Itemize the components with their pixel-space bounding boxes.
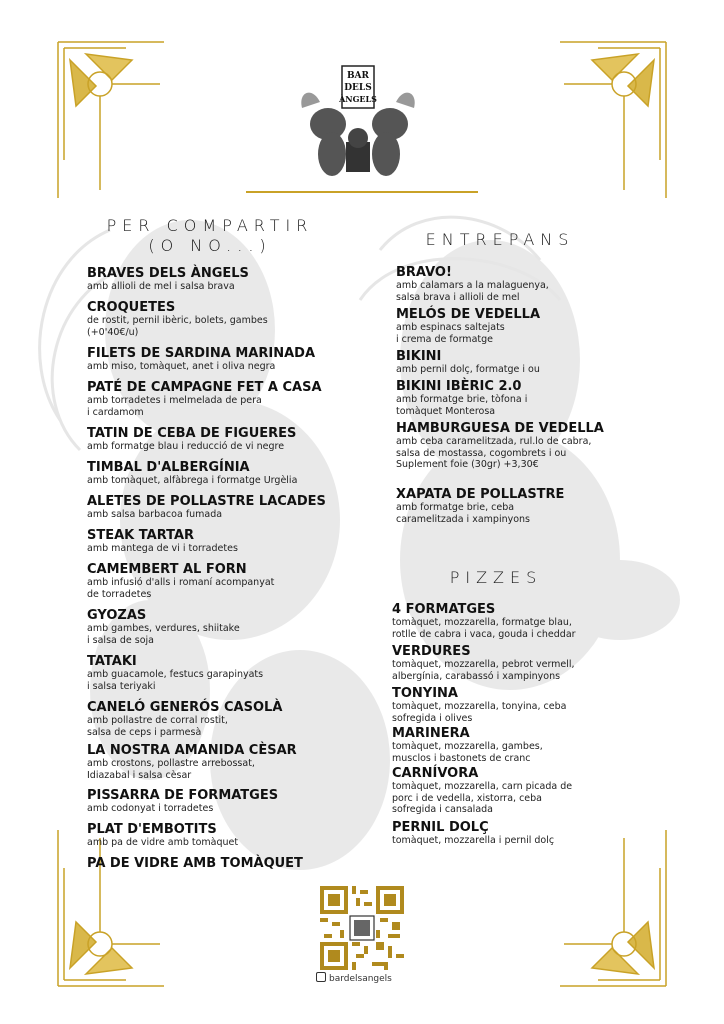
menu-item-description: i salsa teriyaki — [87, 680, 156, 692]
menu-item — [87, 426, 296, 453]
menu-item-name: PLAT D'EMBOTITS — [87, 822, 217, 837]
menu-item-name: TIMBAL D'ALBERGÍNIA — [87, 460, 250, 475]
menu-item-description: salsa de ceps i parmesà — [87, 726, 202, 738]
menu-item-name: TONYINA — [392, 686, 458, 701]
menu-item — [392, 686, 566, 724]
menu-item-name: HAMBURGUESA DE VEDELLA — [396, 421, 604, 436]
menu-item-description: amb torradetes i melmelada de pera — [87, 395, 262, 406]
menu-item-description: tomàquet, mozzarella, gambes, — [392, 741, 543, 752]
menu-item — [392, 644, 575, 682]
menu-item — [87, 608, 240, 646]
menu-item — [87, 266, 249, 293]
menu-item-name: XAPATA DE POLLASTRE — [396, 487, 565, 502]
instagram-icon — [316, 972, 326, 982]
menu-item-name: VERDURES — [392, 644, 471, 659]
menu-item — [87, 700, 282, 738]
menu-item-description: tomàquet, mozzarella, pebrot vermell, — [392, 659, 575, 670]
menu-item-name: PERNIL DOLÇ — [392, 820, 489, 835]
menu-item-description: sofregida i olives — [392, 712, 473, 724]
instagram-handle[interactable] — [316, 972, 416, 984]
menu-item-name: LA NOSTRA AMANIDA CÈSAR — [87, 743, 297, 758]
menu-item-description: amb guacamole, festucs garapinyats — [87, 669, 264, 680]
menu-item — [87, 654, 263, 692]
menu-item-description: amb codonyat i torradetes — [87, 803, 214, 814]
menu-item-description: (+0'40€/u) — [87, 326, 139, 338]
menu-item-name: CROQUETES — [87, 300, 176, 315]
section-title-entrepans: ENTREPANS — [425, 230, 575, 249]
menu-item-description: i salsa de soja — [87, 634, 154, 646]
section-title-line2: (O NO...) — [148, 236, 272, 255]
menu-item-description: amb tomàquet, alfàbrega i formatge Urgèlia — [87, 475, 298, 486]
menu-item-description: amb calamars a la malaguenya, — [396, 280, 549, 291]
menu-item-description: i cardamom — [87, 406, 144, 418]
menu-item-description: amb infusió d'alls i romaní acompanyat — [87, 577, 275, 588]
menu-item — [87, 300, 268, 338]
svg-text:ÀNGELS: ÀNGELS — [339, 94, 377, 104]
menu-item-name: GYOZAS — [87, 608, 147, 623]
menu-item-description: albergínia, carabassó i xampinyons — [392, 670, 561, 682]
menu-item-description: sofregida i cansalada — [392, 804, 493, 815]
menu-item-description: de rostit, pernil ibèric, bolets, gambes — [87, 315, 268, 326]
menu-item-description: amb formatge brie, tòfona i — [396, 394, 528, 405]
menu-item-name: CANELÓ GENERÓS CASOLÀ — [87, 700, 283, 715]
menu-item-name: CARNÍVORA — [392, 766, 479, 781]
menu-item-description: amb ceba caramelitzada, rul.lo de cabra, — [396, 436, 592, 447]
menu-item — [87, 822, 238, 849]
menu-item-description: salsa brava i allioli de mel — [396, 291, 520, 303]
instagram-handle-text: bardelsangels — [329, 974, 392, 984]
menu-item-description: amb mantega de vi i torradetes — [87, 543, 238, 554]
menu-item-name: MELÓS DE VEDELLA — [396, 307, 541, 322]
menu-item-description: Suplement foie (30gr) +3,30€ — [396, 459, 539, 470]
menu-item-description: de torradetes — [87, 588, 152, 600]
menu-item-description: rotlle de cabra i vaca, gouda i cheddar — [392, 628, 576, 640]
menu-item-description: amb formatge blau i reducció de vi negre — [87, 441, 285, 452]
menu-item — [87, 743, 297, 781]
section-title-compartir — [90, 216, 330, 256]
menu-item-description: i crema de formatge — [396, 333, 493, 345]
menu-item — [392, 766, 572, 816]
menu-item-description: tomàquet, mozzarella, formatge blau, — [392, 617, 572, 628]
section-title-pizzes: PIZZES — [449, 568, 543, 587]
menu-item-description: tomàquet, mozzarella i pernil dolç — [392, 835, 555, 846]
menu-item-description: porc i de vedella, xistorra, ceba — [392, 792, 542, 804]
menu-item-description: amb crostons, pollastre arrebossat, — [87, 758, 255, 769]
menu-item-name: TATIN DE CEBA DE FIGUERES — [87, 426, 297, 441]
menu-item-name: BRAVES DELS ÀNGELS — [87, 266, 249, 281]
menu-item — [87, 460, 297, 487]
menu-item-name: BIKINI IBÈRIC 2.0 — [396, 379, 522, 394]
menu-item — [87, 856, 303, 871]
menu-item-name: TATAKI — [87, 654, 137, 669]
menu-item-description: musclos i bastonets de cranc — [392, 752, 531, 764]
menu-item-description: amb espinacs saltejats — [396, 322, 505, 333]
menu-item-name: CAMEMBERT AL FORN — [87, 562, 247, 577]
menu-item — [392, 820, 554, 847]
menu-item-name: PISSARRA DE FORMATGES — [87, 788, 279, 803]
ornament-top-left — [56, 40, 166, 200]
menu-item-name: ALETES DE POLLASTRE LACADES — [87, 494, 326, 509]
menu-item — [396, 421, 604, 471]
menu-item-description: tomàquet, mozzarella, tonyina, ceba — [392, 701, 567, 712]
menu-item — [87, 562, 274, 600]
menu-item — [392, 602, 576, 640]
menu-item-name: PA DE VIDRE AMB TOMÀQUET — [87, 856, 303, 871]
menu-item-description: amb pollastre de corral rostit, — [87, 715, 228, 726]
menu-item-description: tomàquet Monterosa — [396, 405, 496, 417]
menu-item-name: FILETS DE SARDINA MARINADA — [87, 346, 316, 361]
menu-item-description: Idiazabal i salsa cèsar — [87, 769, 192, 781]
bar-logo — [298, 62, 418, 192]
menu-item-description: amb salsa barbacoa fumada — [87, 509, 223, 520]
logo-divider — [246, 190, 478, 194]
svg-text:BAR: BAR — [346, 71, 370, 81]
menu-item-description: amb miso, tomàquet, anet i oliva negra — [87, 361, 276, 372]
ornament-bottom-left — [56, 828, 166, 988]
menu-item-name: PATÉ DE CAMPAGNE FET A CASA — [87, 380, 322, 395]
menu-item-description: amb pernil dolç, formatge i ou — [396, 364, 540, 375]
menu-item — [87, 788, 278, 815]
menu-item-description: caramelitzada i xampinyons — [396, 513, 531, 525]
menu-item-name: BRAVO! — [396, 265, 452, 280]
menu-item — [396, 265, 549, 303]
menu-item-description: tomàquet, mozzarella, carn picada de — [392, 781, 573, 792]
menu-item — [87, 346, 315, 373]
menu-item-description: salsa de mostassa, cogombrets i ou — [396, 447, 567, 459]
svg-text:DELS: DELS — [344, 83, 372, 93]
menu-item — [87, 494, 326, 521]
ornament-bottom-right — [558, 828, 668, 988]
menu-item-description: amb formatge brie, ceba — [396, 502, 515, 513]
menu-item — [87, 528, 238, 555]
menu-item — [392, 726, 543, 764]
menu-item-description: amb gambes, verdures, shiitake — [87, 623, 240, 634]
section-title-line1: PER COMPARTIR — [106, 216, 314, 235]
menu-item — [396, 379, 527, 417]
ornament-top-right — [558, 40, 668, 200]
menu-item-name: STEAK TARTAR — [87, 528, 195, 543]
menu-item-description: amb pa de vidre amb tomàquet — [87, 837, 239, 848]
menu-item-name: BIKINI — [396, 349, 442, 364]
menu-item-name: MARINERA — [392, 726, 470, 741]
menu-item — [396, 307, 540, 345]
menu-item — [87, 380, 322, 418]
qr-code[interactable] — [320, 886, 404, 970]
menu-item — [396, 349, 540, 376]
menu-item-name: 4 FORMATGES — [392, 602, 496, 617]
menu-item-description: amb allioli de mel i salsa brava — [87, 281, 235, 292]
menu-item — [396, 487, 564, 525]
